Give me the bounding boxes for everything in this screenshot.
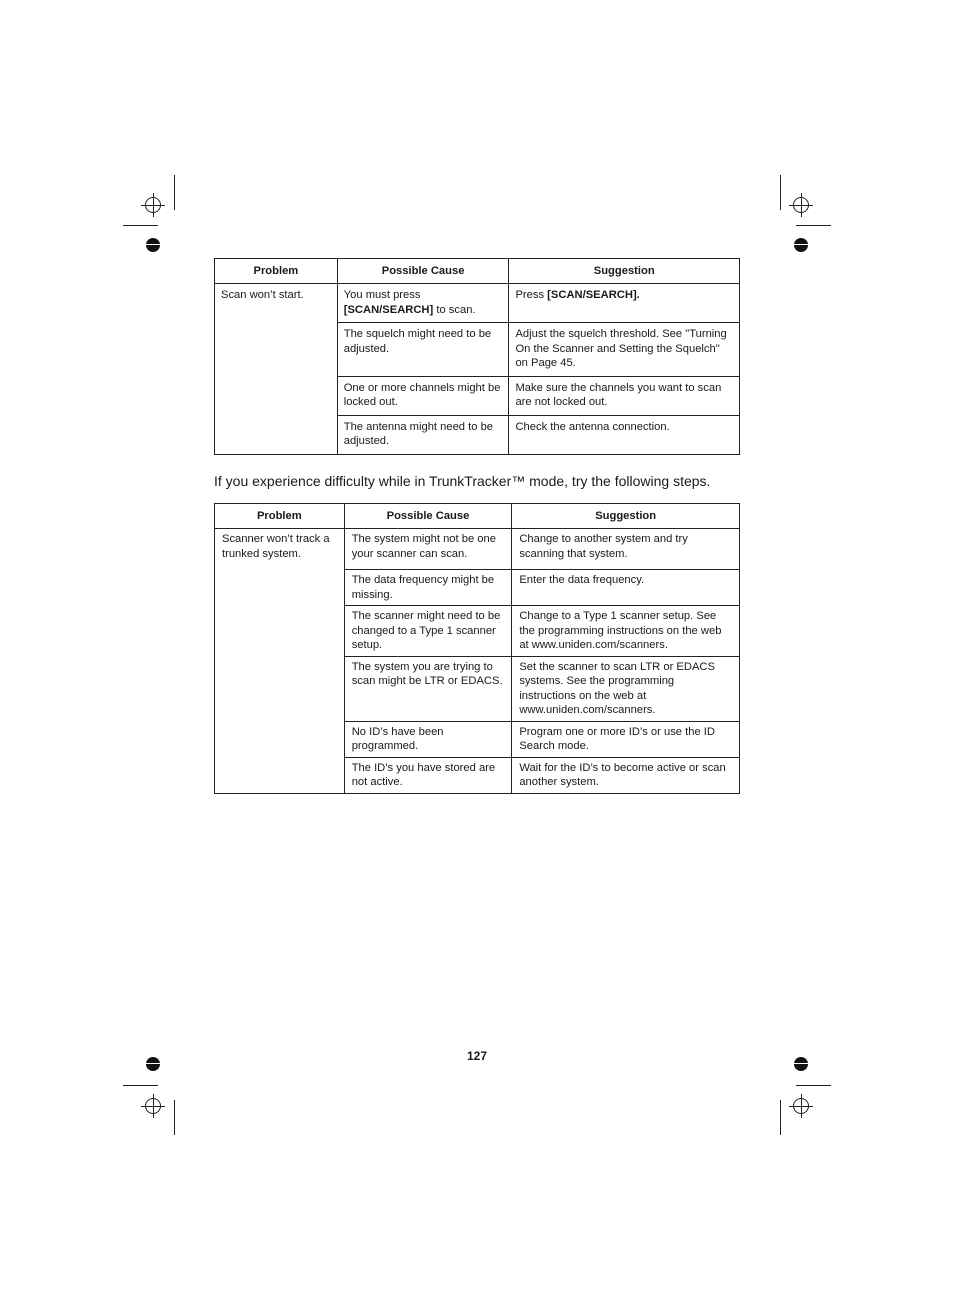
cause-cell: One or more channels might be locked out. bbox=[337, 376, 509, 415]
suggestion-cell: Set the scanner to scan LTR or EDACS systems. See the programming instructions on the web at www.uniden.com/scanners. bbox=[512, 656, 740, 721]
header-problem: Problem bbox=[215, 259, 338, 284]
crop-mark-bottom-left-horizontal bbox=[123, 1085, 158, 1086]
suggestion-cell: Press [SCAN/SEARCH]. bbox=[509, 284, 740, 323]
cause-cell: The antenna might need to be adjusted. bbox=[337, 415, 509, 454]
registration-crosshair-icon bbox=[793, 197, 809, 213]
table-header-row bbox=[215, 504, 740, 529]
header-problem: Problem bbox=[215, 504, 345, 529]
registration-crosshair-icon bbox=[145, 197, 161, 213]
table-row bbox=[215, 529, 740, 570]
crop-mark-top-right-horizontal bbox=[796, 225, 831, 226]
cause-cell: You must press [SCAN/SEARCH] to scan. bbox=[337, 284, 509, 323]
suggestion-cell: Program one or more ID’s or use the ID Search mode. bbox=[512, 721, 740, 757]
cause-cell: The ID’s you have stored are not active. bbox=[344, 757, 512, 793]
cause-cell: The scanner might need to be changed to a Type 1 scanner setup. bbox=[344, 606, 512, 657]
suggestion-cell: Wait for the ID’s to become active or scan another system. bbox=[512, 757, 740, 793]
cause-cell: The squelch might need to be adjusted. bbox=[337, 323, 509, 377]
table-header-row bbox=[215, 259, 740, 284]
header-suggestion: Suggestion bbox=[512, 504, 740, 529]
page-number: 127 bbox=[466, 1049, 488, 1063]
suggestion-cell: Change to another system and try scanning that system. bbox=[512, 529, 740, 570]
registration-crosshair-icon bbox=[145, 1098, 161, 1114]
crop-mark-bottom-right-horizontal bbox=[796, 1085, 831, 1086]
cause-cell: The system you are trying to scan might be LTR or EDACS. bbox=[344, 656, 512, 721]
header-possible-cause: Possible Cause bbox=[344, 504, 512, 529]
crop-mark-top-left-horizontal bbox=[123, 225, 158, 226]
problem-cell: Scan won’t start. bbox=[215, 284, 338, 455]
crop-mark-bottom-right-vertical bbox=[780, 1100, 781, 1135]
suggestion-cell: Change to a Type 1 scanner setup. See the programming instructions on the web at www.uniden.com/scanners. bbox=[512, 606, 740, 657]
header-suggestion: Suggestion bbox=[509, 259, 740, 284]
suggestion-cell: Make sure the channels you want to scan are not locked out. bbox=[509, 376, 740, 415]
header-possible-cause: Possible Cause bbox=[337, 259, 509, 284]
troubleshooting-table-trunktracker bbox=[214, 503, 740, 794]
problem-cell: Scanner won’t track a trunked system. bbox=[215, 529, 345, 794]
registration-dot-icon bbox=[146, 238, 160, 252]
registration-dot-icon bbox=[794, 238, 808, 252]
registration-crosshair-icon bbox=[793, 1098, 809, 1114]
suggestion-cell: Check the antenna connection. bbox=[509, 415, 740, 454]
table-row bbox=[215, 284, 740, 323]
crop-mark-top-right-vertical bbox=[780, 175, 781, 210]
suggestion-cell: Adjust the squelch threshold. See "Turning On the Scanner and Setting the Squelch" on Page 45. bbox=[509, 323, 740, 377]
cause-cell: The system might not be one your scanner can scan. bbox=[344, 529, 512, 570]
troubleshooting-table-scan bbox=[214, 258, 740, 455]
suggestion-cell: Enter the data frequency. bbox=[512, 570, 740, 606]
crop-mark-bottom-left-vertical bbox=[174, 1100, 175, 1135]
crop-mark-top-left-vertical bbox=[174, 175, 175, 210]
cause-cell: No ID’s have been programmed. bbox=[344, 721, 512, 757]
trunktracker-intro-text: If you experience difficulty while in TrunkTracker™ mode, try the following steps. bbox=[214, 473, 711, 489]
cause-cell: The data frequency might be missing. bbox=[344, 570, 512, 606]
